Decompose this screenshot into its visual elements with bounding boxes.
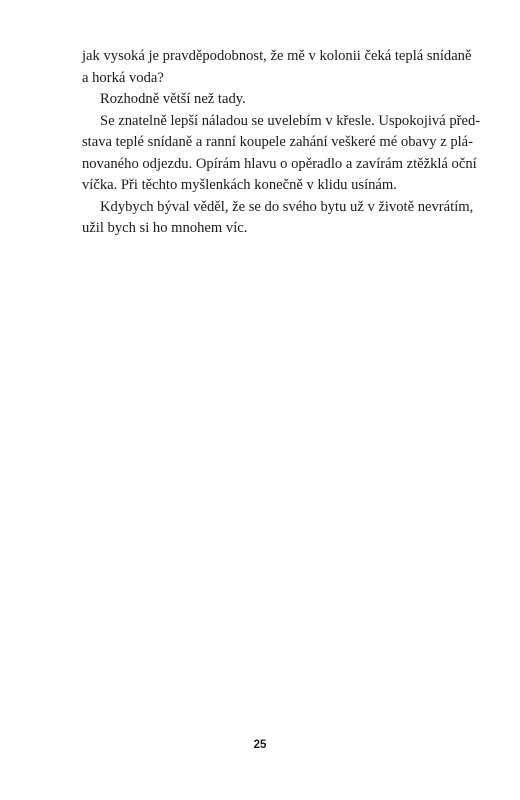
paragraph-1 [82, 46, 470, 89]
text-line: víčka. Při těchto myšlenkách konečně v klidu usínám. [82, 177, 397, 193]
paragraph-4 [82, 197, 474, 240]
text-line: a horká voda? [82, 69, 164, 86]
paragraph-3 [82, 111, 481, 197]
paragraph-2 [82, 89, 470, 111]
text-line: stava teplé snídaně a ranní koupele zahání veškeré mé obavy z plá- [82, 134, 474, 150]
text-line: užil bych si ho mnohem víc. [82, 220, 248, 236]
text-line: Se znatelně lepší náladou se uvelebím v křesle. Uspokojivá před- [100, 112, 481, 129]
page-number: 25 [253, 739, 267, 751]
text-line: novaného odjezdu. Opírám hlavu o opěradlo a zavírám ztěžklá oční [82, 155, 477, 172]
text-line: Kdybych býval věděl, že se do svého bytu už v životě nevrátím, [100, 198, 474, 215]
text-line: jak vysoká je pravděpodobnost, že mě v kolonii čeká teplá snídaně [82, 48, 472, 64]
body-text [82, 46, 481, 240]
text-line: Rozhodně větší než tady. [100, 91, 246, 107]
